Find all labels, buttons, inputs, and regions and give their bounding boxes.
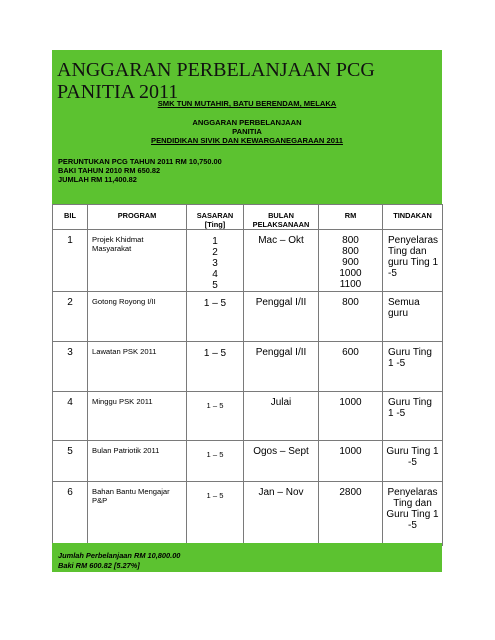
cell-tindakan: Guru Ting 1 -5 <box>383 441 443 482</box>
subtitle-subject: PENDIDIKAN SIVIK DAN KEWARGANEGARAAN 2011 <box>151 136 343 145</box>
cell-tindakan: Penyelaras Ting dan guru Ting 1 -5 <box>383 230 443 292</box>
table-row <box>53 482 443 546</box>
budget-table <box>52 204 443 546</box>
cell-tindakan: Semua guru <box>383 292 443 342</box>
table-row <box>53 342 443 392</box>
cell-rm: 800 <box>319 292 383 342</box>
table-row <box>53 441 443 482</box>
cell-program: Minggu PSK 2011 <box>88 392 187 441</box>
cell-bil: 3 <box>53 342 88 392</box>
col-header-tindakan: TINDAKAN <box>383 205 443 230</box>
cell-rm: 2800 <box>319 482 383 546</box>
cell-tindakan: Penyelaras Ting dan Guru Ting 1 -5 <box>383 482 443 546</box>
cell-rm: 1000 <box>319 392 383 441</box>
col-header-rm: RM <box>319 205 383 230</box>
cell-bulan: Penggal I/II <box>244 292 319 342</box>
col-header-program: PROGRAM <box>88 205 187 230</box>
cell-rm: 1000 <box>319 441 383 482</box>
cell-sasaran: 1 – 5 <box>187 292 244 342</box>
table-row <box>53 292 443 342</box>
cell-sasaran: 1 – 5 <box>187 482 244 546</box>
col-header-bulan: BULAN PELAKSANAAN <box>244 205 319 230</box>
document-title: ANGGARAN PERBELANJAAN PCG PANITIA 2011 <box>57 59 375 103</box>
cell-program: Gotong Royong I/II <box>88 292 187 342</box>
cell-bulan: Mac – Okt <box>244 230 319 292</box>
remaining-balance: Baki RM 600.82 [5.27%] <box>58 561 140 570</box>
total-line: JUMLAH RM 11,400.82 <box>58 175 137 184</box>
cell-program: Bahan Bantu Mengajar P&P <box>88 482 187 546</box>
subtitle-anggaran: ANGGARAN PERBELANJAAN <box>192 118 302 127</box>
cell-rm: 800 800 900 1000 1100 <box>319 230 383 292</box>
cell-sasaran: 1 – 5 <box>187 342 244 392</box>
cell-sasaran: 1 – 5 <box>187 392 244 441</box>
table-row <box>53 392 443 441</box>
cell-tindakan: Guru Ting 1 -5 <box>383 392 443 441</box>
cell-sasaran: 1 2 3 4 5 <box>187 230 244 292</box>
col-header-bil: BIL <box>53 205 88 230</box>
cell-bulan: Penggal I/II <box>244 342 319 392</box>
cell-bulan: Ogos – Sept <box>244 441 319 482</box>
cell-program: Lawatan PSK 2011 <box>88 342 187 392</box>
subtitle-panitia: PANITIA <box>232 127 262 136</box>
cell-bulan: Jan – Nov <box>244 482 319 546</box>
col-header-sasaran: SASARAN [Ting] <box>187 205 244 230</box>
cell-bulan: Julai <box>244 392 319 441</box>
total-expenditure: Jumlah Perbelanjaan RM 10,800.00 <box>58 551 181 560</box>
balance-line: BAKI TAHUN 2010 RM 650.82 <box>58 166 161 175</box>
cell-bil: 4 <box>53 392 88 441</box>
school-name: SMK TUN MUTAHIR, BATU BERENDAM, MELAKA <box>157 99 337 108</box>
cell-tindakan: Guru Ting 1 -5 <box>383 342 443 392</box>
cell-bil: 5 <box>53 441 88 482</box>
table-header-row <box>53 205 443 230</box>
cell-bil: 2 <box>53 292 88 342</box>
cell-sasaran: 1 – 5 <box>187 441 244 482</box>
cell-bil: 6 <box>53 482 88 546</box>
cell-rm: 600 <box>319 342 383 392</box>
cell-program: Bulan Patriotik 2011 <box>88 441 187 482</box>
table-row <box>53 230 443 292</box>
allocation-line: PERUNTUKAN PCG TAHUN 2011 RM 10,750.00 <box>58 157 222 166</box>
cell-bil: 1 <box>53 230 88 292</box>
cell-program: Projek Khidmat Masyarakat <box>88 230 187 292</box>
